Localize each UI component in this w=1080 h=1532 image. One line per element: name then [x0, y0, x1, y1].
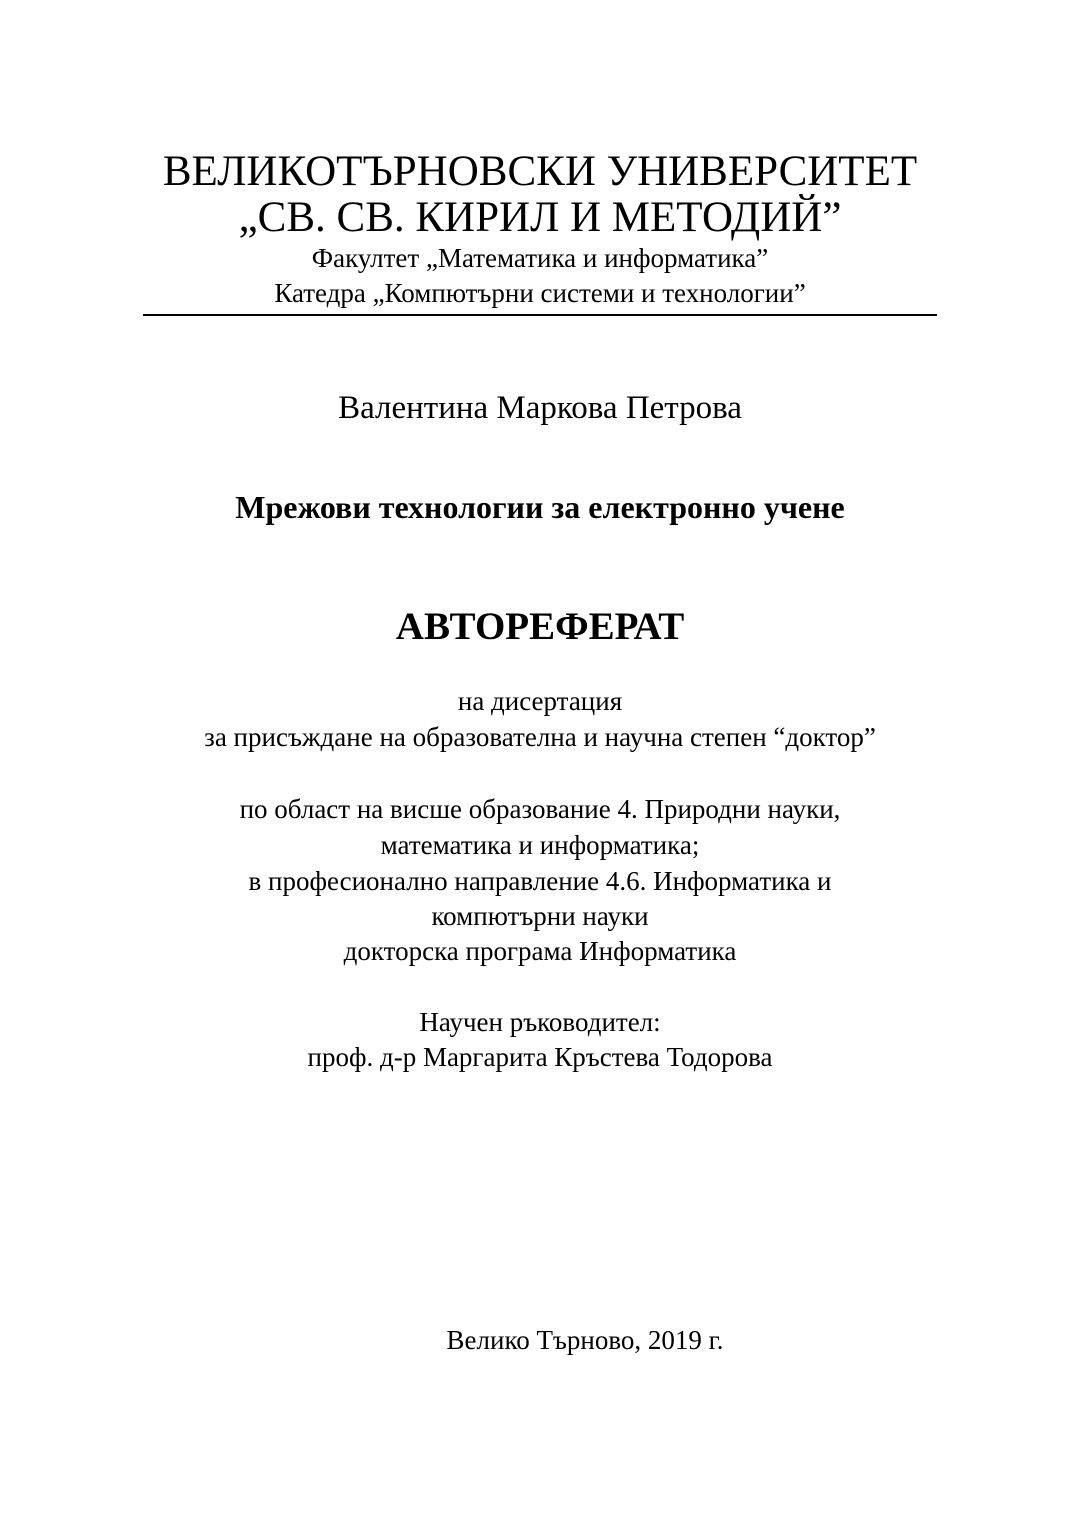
faculty-name: Факултет „Математика и информатика”	[311, 243, 769, 273]
document-type-heading: АВТОРЕФЕРАТ	[395, 605, 685, 648]
purpose-line2: за присъждане на образователна и научна степен “доктор”	[204, 722, 876, 752]
supervisor-name: проф. д-р Маргарита Кръстева Тодорова	[307, 1042, 773, 1072]
university-name-line1: ВЕЛИКОТЪРНОВСКИ УНИВЕРСИТЕТ	[162, 148, 918, 195]
author-name: Валентина Маркова Петрова	[338, 390, 742, 426]
purpose-line1: на дисертация	[457, 686, 623, 716]
field-line5: докторска програма Информатика	[343, 936, 737, 966]
place-and-date: Велико Търново, 2019 г.	[446, 1325, 724, 1355]
supervisor-label: Научен ръководител:	[419, 1007, 661, 1037]
department-name: Катедра „Компютърни системи и технологии”	[274, 278, 806, 308]
university-name-line2: „СВ. СВ. КИРИЛ И МЕТОДИЙ”	[238, 194, 842, 241]
field-line3: в професионално направление 4.6. Информатика и	[248, 866, 832, 896]
field-line4: компютърни науки	[431, 901, 649, 931]
field-line2: математика и информатика;	[380, 830, 700, 860]
field-line1: по област на висше образование 4. Природни науки,	[239, 794, 841, 824]
thesis-title: Мрежови технологии за електронно учене	[235, 489, 845, 525]
header-divider	[143, 314, 937, 316]
